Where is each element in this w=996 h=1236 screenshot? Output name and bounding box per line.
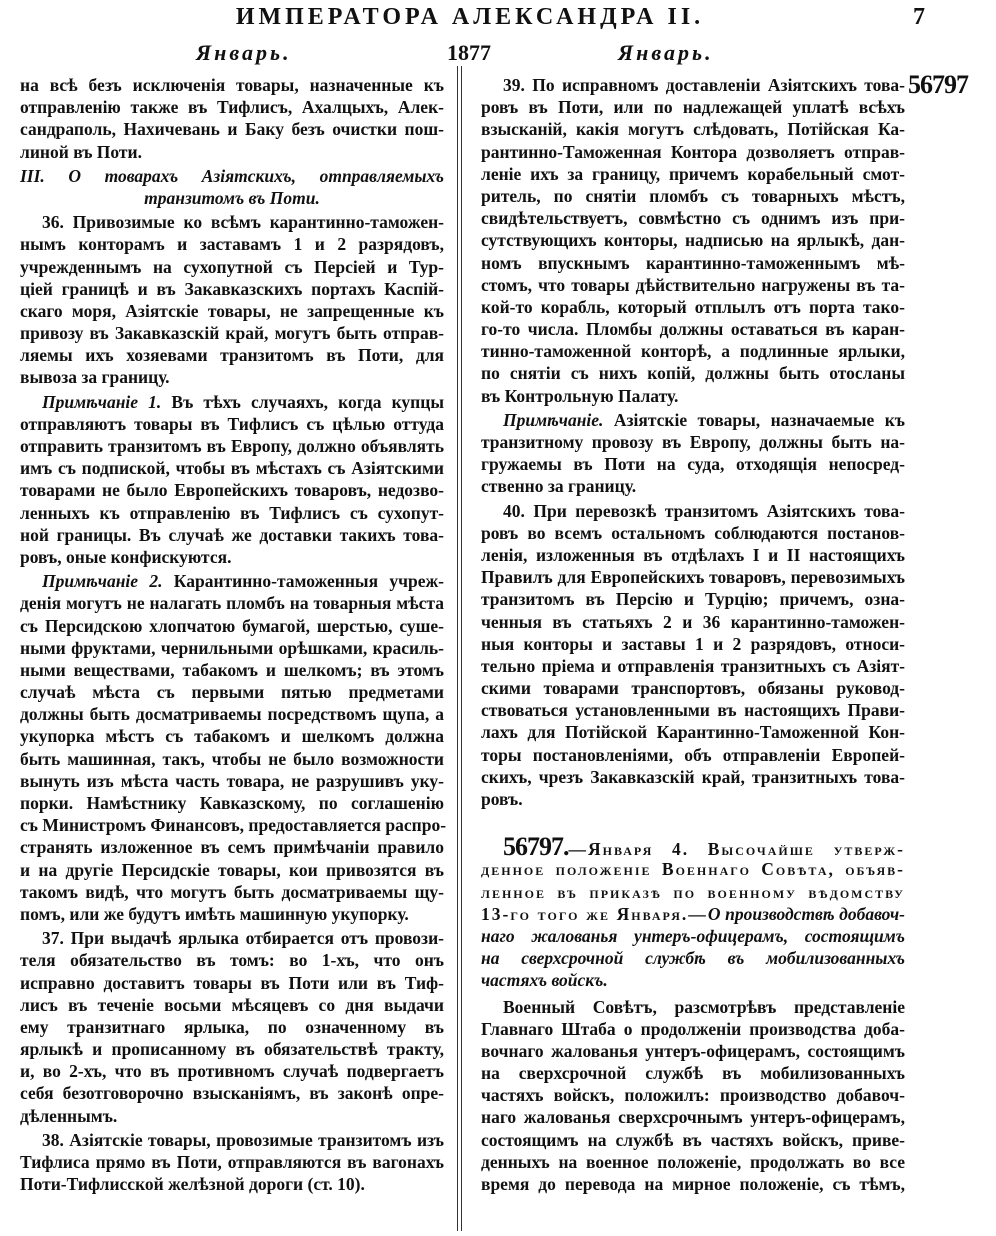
article-paragraph — [20, 1129, 444, 1196]
text-line: ными веществами, табакомъ и шелкомъ; въ этомъ — [20, 659, 444, 680]
text-line: товарами не было Европейскихъ товаровъ, недозво- — [20, 480, 444, 501]
text-line: странять изложенное въ семъ примѣчаніи правило — [20, 837, 444, 858]
text-line: должны быть досматриваемы посредствомъ щупа, а — [20, 704, 444, 725]
note-label: Примѣчаніе. — [503, 409, 604, 430]
text-line: наго жалованья сверхсрочнымъ унтеръ-офицерамъ, — [481, 1107, 905, 1128]
note-text: Карантинно-таможенныя учреж- — [162, 571, 444, 592]
text-line: лисъ въ теченіе восьми мѣсяцевъ со дня выдачи — [20, 994, 444, 1015]
article-paragraph — [20, 211, 444, 389]
text-line: такомъ видѣ, что могутъ быть досматриваемы щу- — [20, 881, 444, 902]
text-line: 38. Азіятскіе товары, провозимые транзитомъ изъ — [42, 1129, 444, 1150]
column-divider — [457, 66, 462, 1231]
left-column — [20, 74, 447, 1197]
text-line: Правилъ для Европейскихъ товаровъ, перевозимыхъ — [481, 567, 905, 588]
text-line: тельно пріема и отправленія транзитныхъ съ Азіят- — [481, 655, 905, 676]
entry-subject-line: на сверхсрочной службѣ въ мобилизованныхъ — [481, 948, 905, 969]
right-column — [481, 74, 905, 1195]
text-line: случаѣ мѣста съ первыми пятью предметами — [20, 682, 444, 703]
text-line: III. О товарахъ Азіятскихъ, отправляемыхъ — [20, 165, 444, 186]
text-line: номъ впускнымъ карантинно-таможеннымъ мѣ- — [481, 252, 905, 273]
text-line: имъ съ подпиской, чтобы въ мѣстахъ съ Азіятскими — [20, 458, 444, 479]
text-line: по снятіи съ нихъ копій, должны быть отосланы — [481, 363, 905, 384]
text-line: отправляютъ товары въ Тифлисъ съ цѣлью оттуда — [20, 413, 444, 434]
entry-subject: О производствѣ добавоч- — [707, 903, 905, 924]
text-line: сутствующихъ конторы, надписью на ярлыкѣ, дан- — [481, 230, 905, 251]
text-line: 37. При выдачѣ ярлыка отбирается отъ провози- — [42, 928, 444, 949]
text-line: го-то числа. Пломбы должны оставаться въ каран- — [481, 319, 905, 340]
article-paragraph — [20, 927, 444, 1127]
entry-first-line — [481, 832, 905, 862]
text-line: гружаемы въ Поти на суда, отходящія непосред- — [481, 454, 905, 475]
entry-title-line — [481, 903, 905, 925]
text-line: съ Персидскою хлопчатою бумагой, шерстью, суше- — [20, 615, 444, 636]
text-line: денія могутъ не налагать пломбъ на товарныя мѣста — [20, 593, 444, 614]
note-text: Азіятскіе товары, назначаемые къ — [603, 409, 905, 430]
month-right: Январь. — [618, 40, 714, 65]
text-line: ритель, по снятіи пломбъ съ товарныхъ мѣстъ, — [481, 185, 905, 206]
text-line: линой въ Поти. — [20, 141, 142, 162]
text-line: кой-то корабль, который отплылъ отъ порта тако- — [481, 296, 905, 317]
article-paragraph — [481, 500, 905, 811]
text-line: транзитному провозу въ Европу, должны быть на- — [481, 432, 905, 452]
text-line: на сверхсрочной службѣ въ мобилизованныхъ — [481, 1063, 905, 1084]
text-line — [20, 391, 444, 413]
note-paragraph — [20, 391, 444, 569]
text-line: исправно доставитъ товары въ Поти или въ Тиф- — [20, 972, 444, 993]
text-line: въ Контрольную Палату. — [481, 385, 679, 406]
text-line: укупорка мѣстъ съ табакомъ и шелкомъ должна — [20, 726, 444, 747]
entry-title-line: денное положеніе Военнаго Совѣта, объяв- — [481, 859, 905, 880]
text-line: ярлыкѣ и прописанному въ обязательствѣ тракту, — [20, 1039, 444, 1060]
text-line: скихъ, чрезъ Закавказскій край, транзитныхъ това- — [481, 766, 905, 787]
text-line: быть машинная, такъ, чтобы не было возможности — [20, 748, 444, 769]
note-text: Въ тѣхъ случаяхъ, когда купцы — [161, 391, 444, 412]
text-line: свидѣтельствуетъ, совмѣстно съ однимъ изъ при- — [481, 208, 905, 229]
text-line: вывоза за границу. — [20, 367, 170, 388]
text-line — [481, 409, 905, 431]
text-line: состоящимъ на службѣ въ частяхъ войскъ, приве- — [481, 1129, 905, 1150]
entry-date: —Января 4. Высочайше утверж- — [568, 839, 905, 860]
text-line: сандраполь, Нахичевань и Баку безъ очистки пош- — [20, 119, 444, 140]
text-line: вынуть изъ мѣста часть товара, не разрушивъ уку- — [20, 770, 444, 791]
note-label: Примѣчаніе 2. — [42, 571, 163, 592]
text-line: привозу въ Закавказскій край, могутъ быть отправ- — [20, 323, 444, 344]
text-line: нымъ конторамъ и заставамъ 1 и 2 разрядовъ, — [20, 234, 444, 255]
text-line: ціей границѣ и въ Закавказскихъ портахъ Каспій- — [20, 278, 444, 299]
note-label: Примѣчаніе 1. — [42, 391, 162, 412]
text-line: ляемы ихъ хозяевами транзитомъ въ Поти, для — [20, 345, 444, 366]
text-line: рантинно-Таможенная Контора дозволяетъ отправ- — [481, 141, 905, 162]
text-line: отправленію также въ Тифлисъ, Ахалцыхъ, Алек- — [20, 97, 444, 118]
page-number: 7 — [913, 4, 925, 30]
text-line: ровъ въ Поти, или по надлежащей уплатѣ всѣхъ — [481, 97, 905, 118]
text-line: вочнаго жалованья унтеръ-офицерамъ, состоящимъ — [481, 1040, 905, 1061]
entry-subject-line: частяхъ войскъ. — [481, 970, 608, 991]
text-line: 40. При перевозкѣ транзитомъ Азіятскихъ това- — [503, 500, 905, 521]
text-line: себя безотговорочно взысканіямъ, въ законѣ опре- — [20, 1083, 444, 1104]
text-line: 39. По исправномъ доставленіи Азіятскихъ това- — [503, 75, 905, 95]
text-line: Главнаго Штаба о продолженіи производства доба- — [481, 1018, 905, 1039]
text-line: Военный Совѣтъ, разсмотрѣвъ представленіе — [503, 996, 905, 1017]
text-line: и на другіе Персидскіе товары, кои привозятся въ — [20, 859, 444, 880]
text-line: учрежденнымъ на сухопутной съ Персіей и Тур- — [20, 256, 444, 277]
text-line: время до перевода на мирное положеніе, съ тѣмъ, — [481, 1174, 905, 1194]
margin-entry-number: 56797 — [908, 70, 968, 99]
text-line: ствоваться установленными въ настоящихъ Прави- — [481, 700, 905, 721]
text-line: ленныхъ къ отправленію въ Тифлисъ съ сухопут- — [20, 502, 444, 523]
month-left: Январь. — [196, 40, 292, 65]
text-line: помъ, или же будутъ имѣть машинную укупорку. — [20, 903, 409, 924]
entry-subject-line: наго жалованья унтеръ-офицерамъ, состоящимъ — [481, 925, 905, 946]
text-line: леніе ихъ за границу, причемъ корабельный смот- — [481, 163, 905, 184]
text-line: денныхъ на военное положеніе, продолжать во все — [481, 1151, 905, 1172]
text-line: скими товарами транспортовъ, обязаны руковод- — [481, 678, 905, 699]
text-line: взысканій, какія могутъ слѣдовать, Потійская Ка- — [481, 119, 905, 140]
text-line: ленія, изложенныя въ отдѣлахъ I и II настоящихъ — [481, 544, 905, 565]
text-line: стомъ, что товары дѣйствительно нагружены въ та- — [481, 274, 905, 295]
law-entry — [481, 832, 905, 1195]
text-line: торы постановленіями, объ отправленіи Европей- — [481, 744, 905, 765]
text-line: ченныя въ статьяхъ 2 и 36 карантинно-таможен- — [481, 611, 905, 632]
text-line: теля обязательство въ томъ: во 1-хъ, что онъ — [20, 950, 444, 971]
text-line: и, во 2-хъ, что въ противномъ случаѣ подвергаетъ — [20, 1061, 444, 1082]
entry-order-date: 13-го того же Января.— — [481, 903, 708, 924]
text-line: ровъ, оные конфискуются. — [20, 546, 232, 567]
text-line — [20, 570, 444, 592]
text-line: ровъ во всемъ остальномъ соблюдаются постанов- — [481, 522, 905, 543]
text-line: Тифлиса прямо въ Поти, отправляются въ вагонахъ — [20, 1152, 444, 1172]
entry-number: 56797. — [503, 832, 569, 862]
text-line: ными фруктами, чернильными орѣшками, красиль- — [20, 637, 444, 658]
entry-title-line: ленное въ приказѣ по военному вѣдомству — [481, 881, 905, 902]
text-line: Поти-Тифлисской желѣзной дороги (ст. 10). — [20, 1174, 365, 1195]
text-line: дѣленнымъ. — [20, 1105, 118, 1126]
year: 1877 — [447, 40, 491, 65]
text-line: лахъ для Потійской Карантинно-Таможенной Кон- — [481, 722, 905, 743]
text-line: скаго моря, Азіятскіе товары, не запрещенные къ — [20, 300, 444, 321]
article-paragraph — [481, 74, 905, 407]
text-line: на всѣ безъ исключенія товары, назначенные къ — [20, 75, 444, 95]
text-line: ровъ. — [481, 789, 523, 809]
text-line: ему транзитнаго ярлыка, по означенному въ — [20, 1016, 444, 1037]
text-line: ной границы. Въ случаѣ же доставки такихъ това- — [20, 524, 444, 545]
text-line: отправить транзитомъ въ Европу, должно объявлять — [20, 436, 444, 456]
text-line: транзитомъ въ Поти. — [144, 187, 320, 208]
text-line: ственно за границу. — [481, 476, 637, 497]
text-line: съ Министромъ Финансовъ, предоставляется распро- — [20, 815, 447, 836]
text-line: частяхъ войскъ, положилъ: производство добавоч- — [481, 1085, 905, 1106]
section-heading — [20, 165, 444, 209]
note-paragraph — [481, 409, 905, 498]
text-line: ныя конторы и заставы 1 и 2 разрядовъ, относи- — [481, 633, 905, 654]
text-line: порки. Намѣстнику Кавказскому, по соглашенію — [20, 793, 444, 813]
note-paragraph — [20, 570, 447, 925]
text-line: транзитомъ въ Персію и Турцію; причемъ, озна- — [481, 589, 905, 610]
running-title: ИМПЕРАТОРА АЛЕКСАНДРА II. — [235, 4, 705, 30]
text-line: 36. Привозимые ко всѣмъ карантинно-таможен- — [42, 212, 444, 233]
article-paragraph — [20, 74, 444, 163]
text-line: тинно-таможенной конторѣ, а подлинные ярлыки, — [481, 341, 905, 362]
